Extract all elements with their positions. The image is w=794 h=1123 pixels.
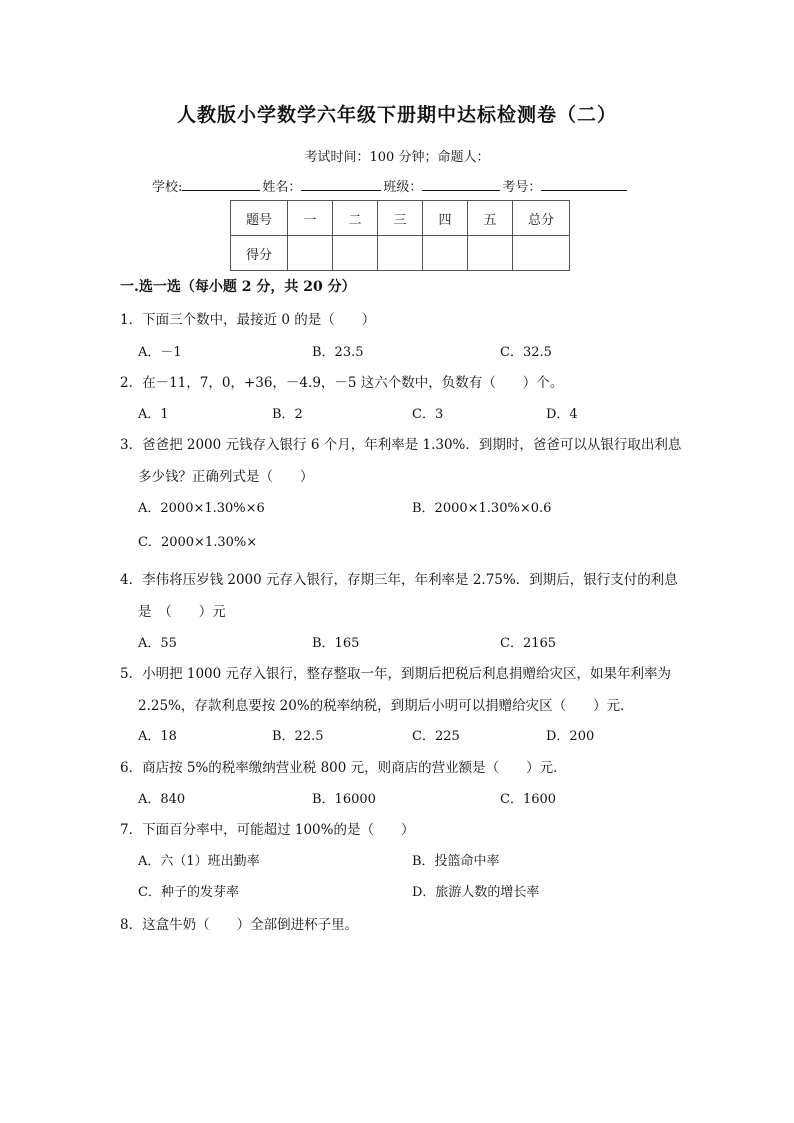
header-cell: 二 [333,201,378,236]
name-blank[interactable] [301,176,381,191]
question-3-option-c[interactable]: C．2000×1.30%× [138,535,258,550]
name-label: 姓名： [262,180,302,195]
student-info-row [152,176,672,195]
question-3-text-line-1: 3．爸爸把 2000 元钱存入银行 6 个月，年利率是 1.30%．到期时，爸爸可以从银行取出利息 [120,437,682,453]
class-label: 班级： [383,180,423,195]
question-4-option-b[interactable]: B．165 [312,636,360,651]
question-4-option-a[interactable]: A．55 [138,636,177,651]
score-cell[interactable] [468,236,513,271]
question-1-option-c[interactable]: C．32.5 [500,345,552,360]
question-5-text-line-1: 5．小明把 1000 元存入银行，整存整取一年，到期后把税后利息捐赠给灾区，如果年利率为 [120,666,672,682]
score-row-label: 得分 [231,236,288,271]
score-table-header-row [231,201,570,236]
header-cell: 一 [288,201,333,236]
question-5-option-c[interactable]: C．225 [412,729,460,744]
score-cell[interactable] [423,236,468,271]
question-7-text: 7．下面百分率中，可能超过 100%的是（ ） [120,822,415,838]
question-2-option-d[interactable]: D．4 [546,407,578,422]
header-cell: 总分 [513,201,570,236]
question-3-text-line-2: 多少钱？正确列式是（ ） [138,469,314,485]
question-4-option-c[interactable]: C．2165 [500,636,557,651]
question-6-option-a[interactable]: A．840 [138,792,186,807]
question-1-option-a[interactable]: A．－1 [138,345,182,360]
score-cell[interactable] [378,236,423,271]
score-cell[interactable] [513,236,570,271]
question-5-option-b[interactable]: B．22.5 [272,729,324,744]
question-1-text: 1．下面三个数中，最接近 0 的是（ ） [120,312,376,328]
header-cell: 三 [378,201,423,236]
score-table [230,200,570,271]
section-heading: 一.选一选（每小题 2 分，共 20 分） [120,279,356,295]
header-cell: 题号 [231,201,288,236]
header-cell: 五 [468,201,513,236]
question-7-option-d[interactable]: D．旅游人数的增长率 [412,885,540,900]
question-2-option-c[interactable]: C．3 [412,407,444,422]
score-cell[interactable] [288,236,333,271]
question-5-option-a[interactable]: A．18 [138,729,177,744]
question-1-option-b[interactable]: B．23.5 [312,345,364,360]
school-blank[interactable] [182,176,260,191]
question-3-option-a[interactable]: A．2000×1.30%×6 [138,501,265,516]
question-5-option-d[interactable]: D．200 [546,729,595,744]
score-table-score-row [231,236,570,271]
question-2-option-a[interactable]: A．1 [138,407,169,422]
exam-no-label: 考号： [502,180,542,195]
question-7-option-b[interactable]: B．投篮命中率 [412,854,500,869]
question-5-text-line-2: 2.25%，存款利息要按 20%的税率纳税，到期后小明可以捐赠给灾区（ ）元． [138,698,634,714]
exam-no-blank[interactable] [541,176,627,191]
page-title: 人教版小学数学六年级下册期中达标检测卷（二） [176,104,617,126]
school-label: 学校: [152,180,183,195]
question-6-option-b[interactable]: B．16000 [312,792,376,807]
question-6-text: 6．商店按 5%的税率缴纳营业税 800 元，则商店的营业额是（ ）元． [120,760,567,776]
question-4-text-line-1: 4．李伟将压岁钱 2000 元存入银行，存期三年，年利率是 2.75%．到期后，银行支付的利息 [120,572,678,588]
score-cell[interactable] [333,236,378,271]
question-2-text: 2．在－11，7，0，+36，－4.9，－5 这六个数中，负数有（ ）个。 [120,375,564,391]
question-4-text-line-2: 是 （ ）元 [138,604,226,620]
question-7-option-a[interactable]: A．六（1）班出勤率 [138,854,260,869]
question-8-text: 8．这盒牛奶（ ）全部倒进杯子里。 [120,917,359,933]
question-3-option-b[interactable]: B．2000×1.30%×0.6 [412,501,552,516]
exam-subtitle: 考试时间：100 分钟；命题人： [304,150,490,165]
header-cell: 四 [423,201,468,236]
question-2-option-b[interactable]: B．2 [272,407,303,422]
question-6-option-c[interactable]: C．1600 [500,792,557,807]
class-blank[interactable] [422,176,500,191]
question-7-option-c[interactable]: C．种子的发芽率 [138,885,239,900]
